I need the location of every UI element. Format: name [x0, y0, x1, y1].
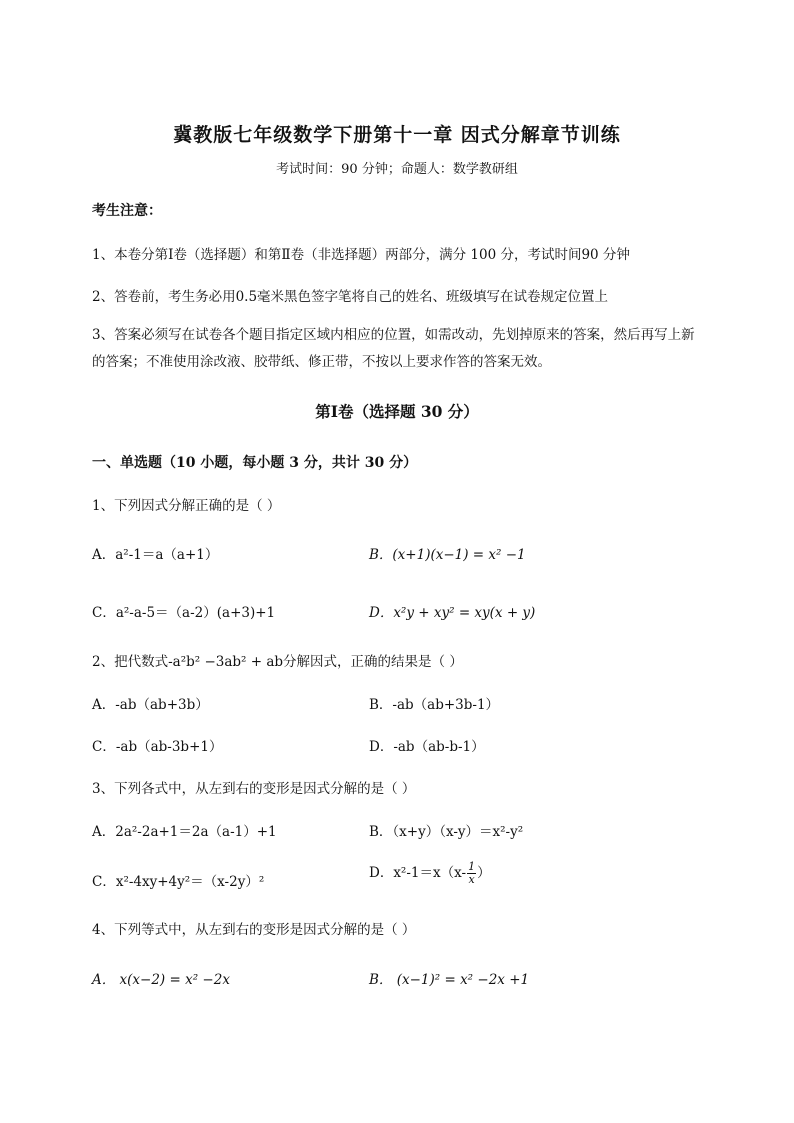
exam-subtitle: 考试时间：90 分钟；命题人：数学教研组 — [276, 162, 518, 177]
fraction-numerator: 1 — [468, 860, 476, 873]
question-1-option-c[interactable]: C．a²-a-5＝（a-2）(a+3)+1 — [92, 605, 276, 621]
notice-heading: 考生注意： — [92, 203, 162, 219]
question-2-option-b[interactable]: B．-ab（ab+3b-1） — [369, 697, 500, 713]
question-3-option-c[interactable]: C．x²-4xy+4y²＝（x-2y）² — [92, 874, 265, 890]
fraction-denominator: x — [468, 873, 475, 886]
question-3-option-d[interactable] — [369, 861, 491, 886]
question-2-option-c[interactable]: C．-ab（ab-3b+1） — [92, 739, 223, 755]
question-3-stem: 3、下列各式中，从左到右的变形是因式分解的是（ ） — [92, 781, 416, 797]
notice-item-3: 3、答案必须写在试卷各个题目指定区域内相应的位置，如需改动，先划掉原来的答案，然后再写上新的答案；不准使用涂改液、胶带纸、修正带，不按以上要求作答的答案无效。 — [92, 327, 695, 370]
question-4-option-b[interactable]: B． (x−1)² = x² −2x +1 — [369, 972, 530, 988]
fraction — [467, 861, 476, 886]
question-3-option-d-suffix: ） — [477, 865, 491, 881]
question-2-stem: 2、把代数式-a²b² −3ab² + ab分解因式，正确的结果是（ ） — [92, 654, 463, 670]
notice-item-1: 1、本卷分第Ⅰ卷（选择题）和第Ⅱ卷（非选择题）两部分，满分 100 分，考试时间90 分钟 — [92, 247, 630, 263]
notice-item-2: 2、答卷前，考生务必用0.5毫米黑色签字笔将自己的姓名、班级填写在试卷规定位置上 — [92, 289, 609, 305]
question-2-option-d[interactable]: D．-ab（ab-b-1） — [369, 739, 485, 755]
question-4-stem: 4、下列等式中，从左到右的变形是因式分解的是（ ） — [92, 922, 416, 938]
question-1-option-d[interactable]: D．x²y + xy² = xy(x + y) — [369, 605, 536, 621]
exam-title: 冀教版七年级数学下册第十一章 因式分解章节训练 — [173, 124, 621, 146]
question-3-option-b[interactable]: B．（x+y）（x-y）＝x²-y² — [369, 824, 524, 840]
question-1-option-a[interactable]: A．a²-1＝a（a+1） — [92, 547, 219, 563]
question-1-option-b[interactable]: B．(x+1)(x−1) = x² −1 — [369, 547, 526, 563]
question-4-option-a[interactable]: A． x(x−2) = x² −2x — [92, 972, 230, 988]
section-title: 第Ⅰ卷（选择题 30 分） — [315, 402, 479, 421]
question-1-stem: 1、下列因式分解正确的是（ ） — [92, 498, 281, 514]
question-3-option-a[interactable]: A．2a²-2a+1＝2a（a-1）+1 — [92, 824, 277, 840]
part-heading: 一、单选题（10 小题，每小题 3 分，共计 30 分） — [92, 455, 418, 471]
question-3-option-d-prefix: D．x²-1＝x（x- — [369, 865, 467, 881]
question-2-option-a[interactable]: A．-ab（ab+3b） — [92, 697, 209, 713]
